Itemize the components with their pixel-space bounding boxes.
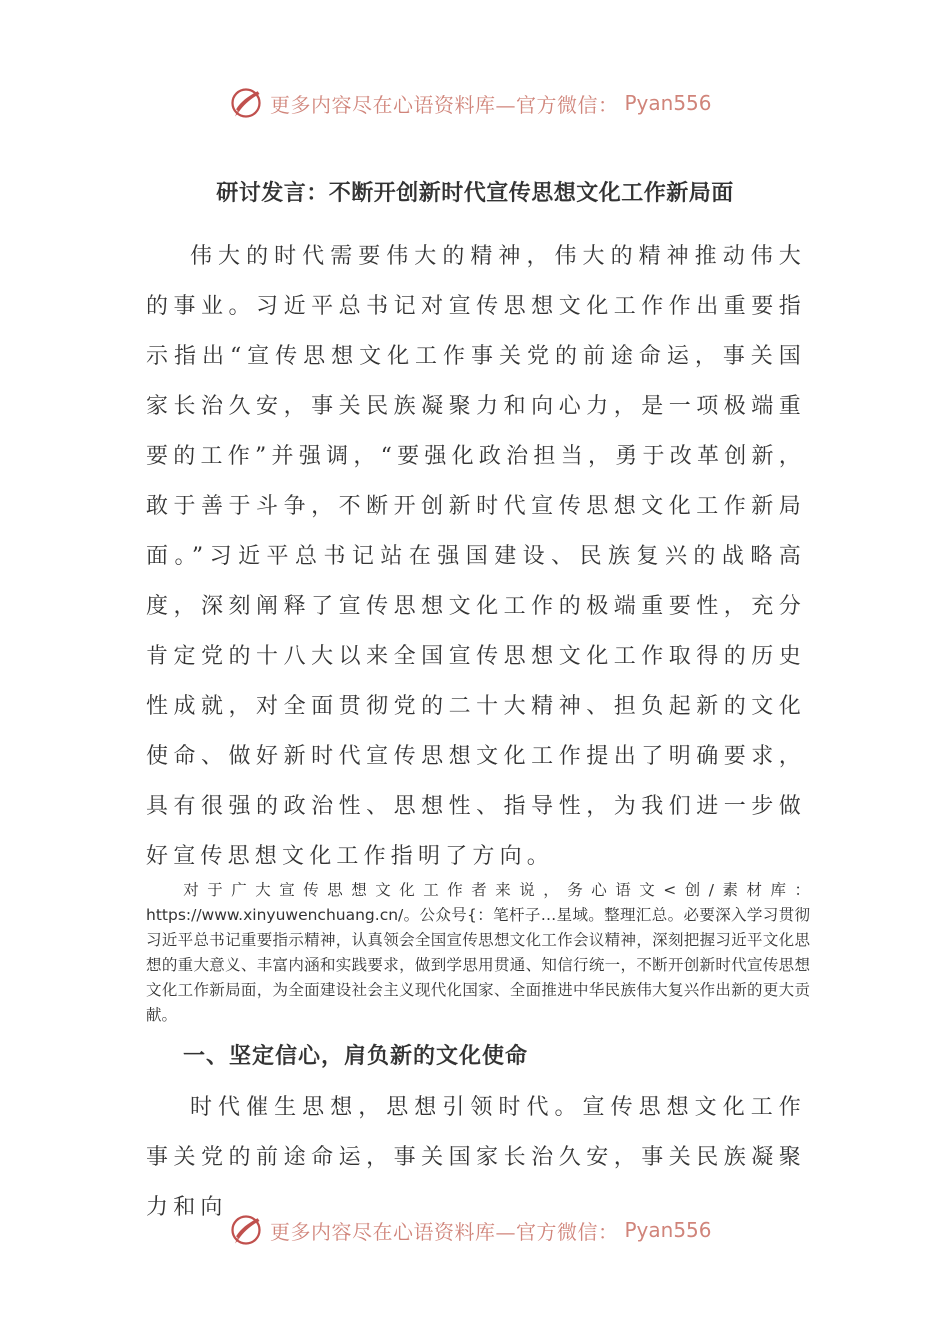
pen-logo-icon — [228, 85, 264, 121]
paragraph-section-1: 时代催生思想，思想引领时代。宣传思想文化工作事关党的前途命运，事关国家长治久安，事关民族凝聚力和向 — [146, 1095, 806, 1220]
banner-text: 更多内容尽在心语资料库—官方微信： — [270, 92, 619, 117]
section-heading: 一、坚定信心，肩负新的文化使命 — [183, 1044, 529, 1069]
paragraph-small-print: 对于广大宣传思想文化工作者来说，务心语文<创/素材库：https://www.xinyuwenchuang.cn/。公众号{：笔杆子…星域。整理汇总。必要深入学习贯彻习近平总书记重要指示精神，认真领会全国宣传思想文化工作会议精神，深刻把握习近平文化思想的重大意义、丰富内涵和实践要求，做到学思用贯通、知信行统一，不断开创新时代宣传思想文化工作新局面，为全面建设社会主义现代化国家、全面推进中华民族伟大复兴作出新的更大贡献。 — [146, 881, 810, 1024]
paragraph-intro: 伟大的时代需要伟大的精神，伟大的精神推动伟大的事业。习近平总书记对宣传思想文化工作作出重要指示指出“宣传思想文化工作事关党的前途命运，事关国家长治久安，事关民族凝聚力和向心力，是一项极端重要的工作”并强调，“要强化政治担当，勇于改革创新，敢于善于斗争，不断开创新时代宣传思想文化工作新局面。”习近平总书记站在强国建设、民族复兴的战略高度，深刻阐释了宣传思想文化工作的极端重要性，充分肯定党的十八大以来全国宣传思想文化工作取得的历史性成就，对全面贯彻党的二十大精神、担负起新的文化使命、做好新时代宣传思想文化工作提出了明确要求，具有很强的政治性、思想性、指导性，为我们进一步做好宣传思想文化工作指明了方向。 — [146, 244, 806, 869]
pen-logo-icon — [228, 1212, 264, 1248]
banner-wechat-id: Pyan556 — [624, 1218, 712, 1242]
header-banner — [228, 83, 712, 123]
footer-banner — [228, 1210, 712, 1250]
banner-text: 更多内容尽在心语资料库—官方微信： — [270, 1219, 619, 1244]
banner-wechat-id: Pyan556 — [624, 91, 712, 115]
document-title: 研讨发言：不断开创新时代宣传思想文化工作新局面 — [216, 181, 734, 206]
